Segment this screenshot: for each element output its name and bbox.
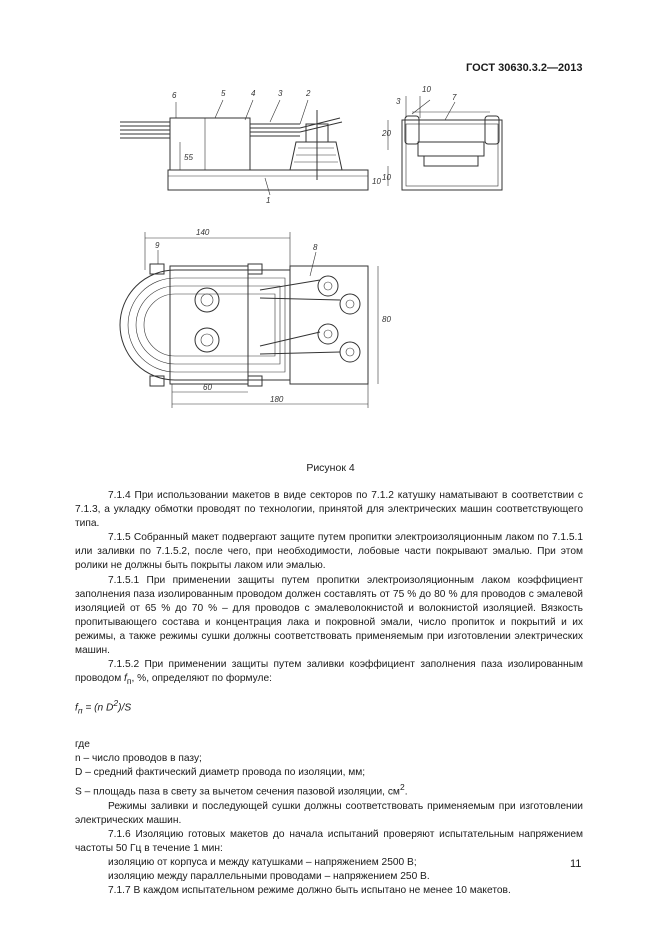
paragraph-7-1-7: 7.1.7 В каждом испытательном режиме должно быть испытано не менее 10 макетов.	[108, 885, 511, 897]
fig-dim-10-right: 10	[382, 173, 391, 182]
isolation-item-1: изоляцию от корпуса и между катушками – напряжением 2500 В;	[108, 857, 417, 868]
standard-code: ГОСТ 30630.3.2—2013	[466, 62, 583, 74]
fig-dim-55: 55	[184, 153, 193, 162]
page-number: 11	[570, 858, 582, 870]
fig-label-9: 9	[155, 241, 160, 250]
paragraph-modes: Режимы заливки и последующей сушки должны соответствовать применяемым при изготовлении электрических машин.	[75, 800, 583, 826]
definition-n: n – число проводов в пазу;	[75, 752, 202, 764]
fig-label-8: 8	[313, 243, 318, 252]
paragraph-7-1-4: 7.1.4 При использовании макетов в виде секторов по 7.1.2 катушку наматывают в соответствии с 7.1.3, а укладку обмотки проводят по технологии, принятой для электрических машин соответствующего типа.	[75, 490, 583, 530]
fig-label-1: 1	[266, 196, 271, 205]
side-view	[120, 100, 368, 195]
fig-label-6: 6	[172, 91, 177, 100]
isolation-item-2: изоляцию между параллельными проводами – напряжением 250 В.	[108, 871, 430, 883]
paragraph-7-1-5-1: 7.1.5.1 При применении защиты путем пропитки электроизоляционным лаком коэффициент заполнения паза изолированным проводом должен составлять от 75 % до 80 % для проводов с эмалевой изоляцией от 65 % до 70 % – для проводов с эмалеволокнистой и волокнистой изоляцией. Вязкость пропитывающего состава и концентрация лака и покровной эмали, число пропиток и покрытий и их режимы, а также режимы сушки должны соответствовать применяемым при изготовлении электрических машин.	[75, 574, 583, 657]
fig-label-3-right: 3	[396, 97, 401, 106]
definition-s: S – площадь паза в свету за вычетом сечения пазовой изоляции, $см^2$.	[75, 782, 408, 798]
fig-dim-60: 60	[203, 383, 212, 392]
fig-label-7: 7	[452, 93, 457, 102]
technical-drawing	[0, 0, 661, 460]
fig-label-4: 4	[251, 89, 256, 98]
fig-label-2: 2	[306, 89, 311, 98]
figure-caption: Рисунок 4	[306, 462, 355, 474]
fig-dim-20: 20	[382, 129, 391, 138]
paragraph-7-1-6: 7.1.6 Изоляцию готовых макетов до начала испытаний проверяют испытательным напряжением частоты 50 Гц в течение 1 мин:	[75, 828, 583, 854]
paragraph-7-1-5-2: 7.1.5.2 При применении защиты путем заливки коэффициент заполнения паза изолированным проводом $f_п$, %, определяют по формуле:	[75, 659, 583, 687]
fig-dim-10-left: 10	[372, 177, 381, 186]
fig-dim-10-top: 10	[422, 85, 431, 94]
fig-dim-140: 140	[196, 228, 210, 237]
fig-dim-80: 80	[382, 315, 391, 324]
fig-label-5: 5	[221, 89, 226, 98]
plan-view	[120, 232, 378, 408]
body-text	[75, 489, 583, 898]
formula: $f_п = (n$ $D^2)/S$	[75, 698, 132, 716]
fig-label-3: 3	[278, 89, 283, 98]
definition-d: D – средний фактический диаметр провода по изоляции, мм;	[75, 767, 366, 779]
where-label: где	[75, 738, 90, 750]
fig-dim-180: 180	[270, 395, 284, 404]
paragraph-7-1-5: 7.1.5 Собранный макет подвергают защите путем пропитки электроизоляционным лаком по 7.1.5.1 или заливки по 7.1.5.2, после чего, при необходимости, лобовые части покрывают эмалью. При этом ролики не должны быть покрыты лаком или эмалью.	[75, 532, 583, 572]
cross-section-view	[388, 96, 502, 190]
